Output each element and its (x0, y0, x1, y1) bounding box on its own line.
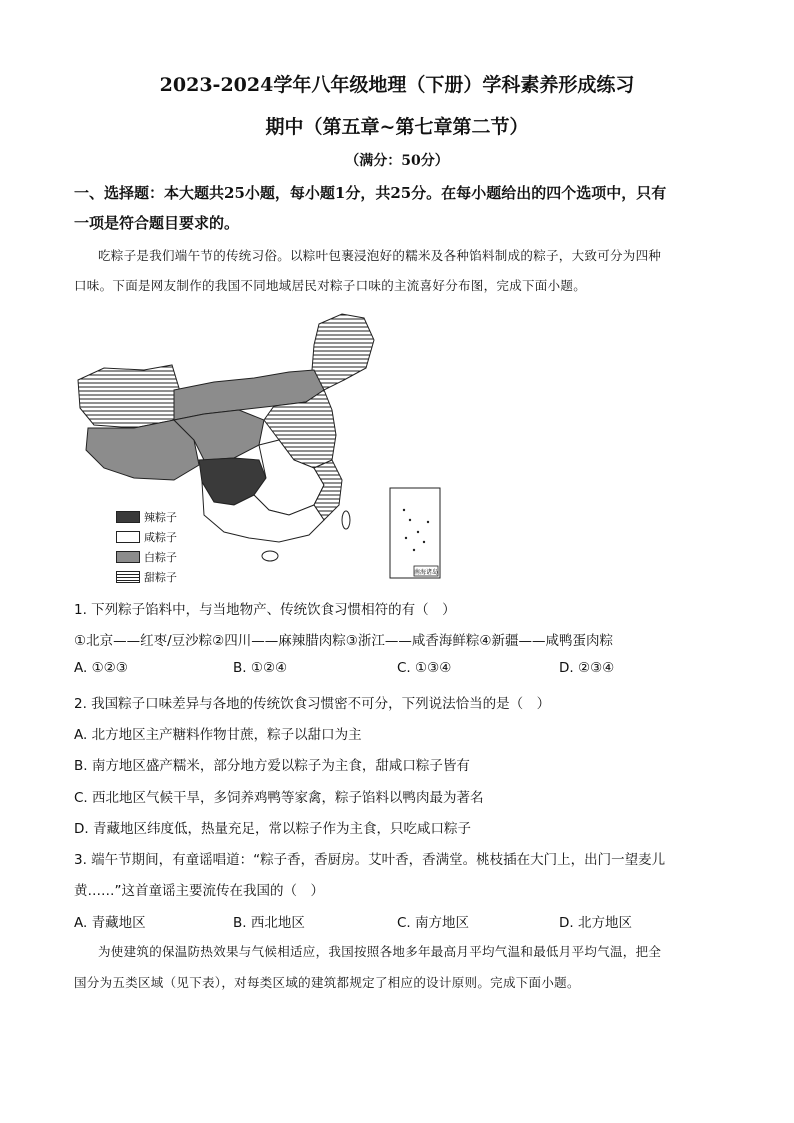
section-heading-line1: 一、选择题：本大题共25小题，每小题1分，共25分。在每小题给出的四个选项中，只有 (74, 184, 667, 202)
legend-swatch-spicy (116, 511, 140, 523)
map-region-northwest (78, 365, 179, 428)
q3-option-b[interactable]: B. 西北地区 (233, 915, 305, 931)
q3-option-d[interactable]: D. 北方地区 (559, 915, 632, 931)
legend-swatch-plain (116, 551, 140, 563)
legend-item-sweet (116, 568, 177, 586)
score-note: （满分：50分） (345, 153, 449, 169)
legend-label-sweet: 甜粽子 (144, 571, 177, 584)
map-inset-label: 南海诸岛 (413, 569, 439, 576)
q1-option-a[interactable]: A. ①②③ (74, 660, 128, 676)
section-heading-line2: 一项是符合题目要求的。 (74, 214, 240, 232)
q2-option-a[interactable]: A. 北方地区主产糖料作物甘蔗，粽子以甜口为主 (74, 727, 362, 743)
q1-option-c[interactable]: C. ①③④ (397, 660, 452, 676)
intro2-line1: 为使建筑的保温防热效果与气候相适应，我国按照各地多年最高月平均气温和最低月平均气温，把全 (98, 944, 662, 959)
map-legend (116, 508, 177, 588)
legend-label-plain: 白粽子 (144, 551, 177, 564)
exam-title: 2023-2024学年八年级地理（下册）学科素养形成练习 (159, 74, 635, 96)
q2-option-d[interactable]: D. 青藏地区纬度低，热量充足，常以粽子作为主食，只吃咸口粽子 (74, 821, 471, 837)
map-region-tibet (86, 420, 199, 480)
q3-stem-line1: 3. 端午节期间，有童谣唱道：“粽子香，香厨房。艾叶香，香满堂。桃枝插在大门上，出门一望麦儿 (74, 852, 666, 868)
legend-swatch-sweet (116, 571, 140, 583)
map-region-northeast (312, 314, 374, 390)
q3-option-a[interactable]: A. 青藏地区 (74, 915, 146, 931)
q2-option-c[interactable]: C. 西北地区气候干旱，多饲养鸡鸭等家禽，粽子馅料以鸭肉最为著名 (74, 790, 484, 806)
legend-item-plain (116, 548, 177, 566)
legend-label-salty: 咸粽子 (144, 531, 177, 544)
q3-stem-line2: 黄……”这首童谣主要流传在我国的（ ） (74, 883, 324, 899)
q3-option-c[interactable]: C. 南方地区 (397, 915, 470, 931)
legend-item-spicy (116, 508, 177, 526)
q2-option-b[interactable]: B. 南方地区盛产糯米，部分地方爱以粽子为主食，甜咸口粽子皆有 (74, 758, 470, 774)
q1-option-d[interactable]: D. ②③④ (559, 660, 615, 676)
map-inset-frame (390, 488, 440, 578)
exam-subtitle: 期中（第五章~第七章第二节） (265, 116, 529, 138)
q2-stem: 2. 我国粽子口味差异与各地的传统饮食习惯密不可分，下列说法恰当的是（ ） (74, 696, 551, 712)
intro1-line1: 吃粽子是我们端午节的传统习俗。以粽叶包裹浸泡好的糯米及各种馅料制成的粽子，大致可分为四种 (98, 248, 662, 263)
map-hainan (262, 551, 278, 561)
q1-stem: 1. 下列粽子馅料中，与当地物产、传统饮食习惯相符的有（ ） (74, 602, 456, 618)
q1-choices: ①北京——红枣/豆沙粽②四川——麻辣腊肉粽③浙江——咸香海鲜粽④新疆——咸鸭蛋肉粽 (74, 633, 613, 649)
q1-option-b[interactable]: B. ①②④ (233, 660, 288, 676)
intro1-line2: 口味。下面是网友制作的我国不同地域居民对粽子口味的主流喜好分布图，完成下面小题。 (74, 278, 587, 293)
legend-label-spicy: 辣粽子 (144, 511, 177, 524)
map-taiwan (342, 511, 350, 529)
intro2-line2: 国分为五类区域（见下表），对每类区域的建筑都规定了相应的设计原则。完成下面小题。 (74, 975, 580, 990)
legend-swatch-salty (116, 531, 140, 543)
legend-item-salty (116, 528, 177, 546)
